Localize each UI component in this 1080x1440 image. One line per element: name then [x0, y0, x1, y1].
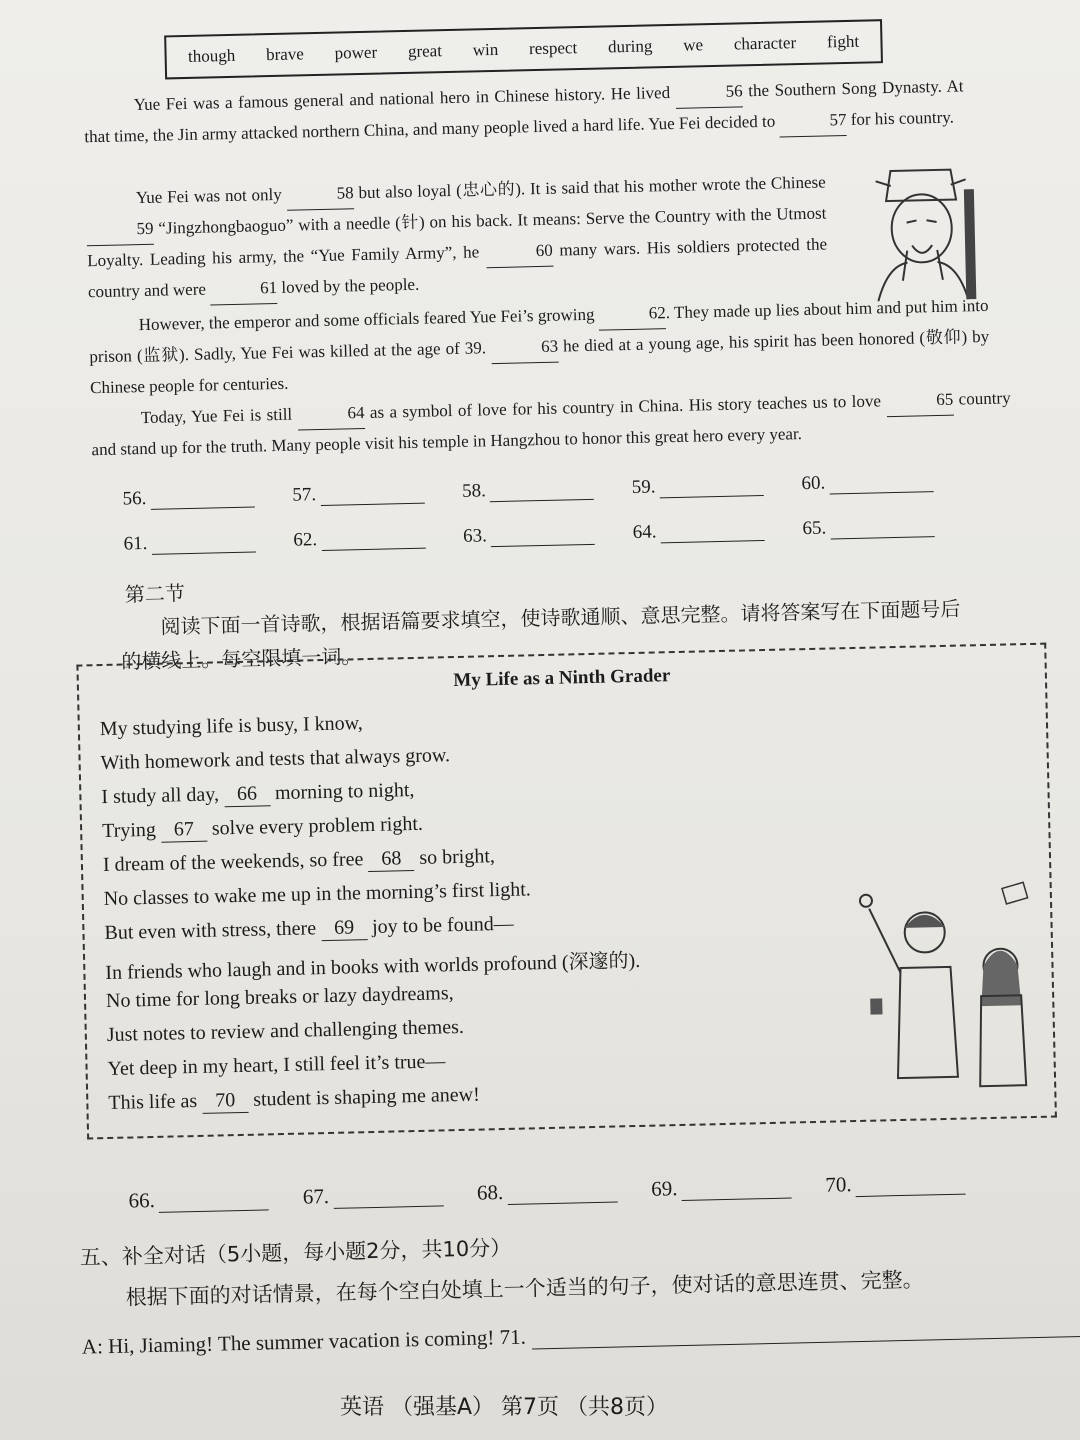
section2-title: 第二节 — [124, 581, 186, 607]
answer-slot[interactable] — [801, 470, 933, 495]
passage-text: but also loyal (忠心的). It is said that his mother wrote the Chinese — [353, 172, 826, 203]
word-bank — [164, 19, 883, 79]
word-bank-item: power — [334, 42, 378, 63]
poem-line: No classes to wake me up in the morning’s first light. — [103, 878, 532, 911]
answer-number: 66. — [128, 1187, 156, 1213]
blank-65[interactable]: 65 — [886, 385, 954, 418]
answer-slot[interactable] — [651, 1174, 792, 1202]
passage-text: Today, Yue Fei is still — [140, 404, 298, 428]
dialogue-line-71 — [82, 1312, 1080, 1360]
answer-slot[interactable] — [123, 531, 255, 556]
answer-row-61-65 — [123, 514, 972, 555]
blank-63[interactable]: 63 — [491, 332, 559, 365]
answer-line[interactable] — [856, 1176, 966, 1197]
answer-slot[interactable] — [128, 1185, 269, 1213]
poem-text: I study all day, — [101, 783, 225, 809]
section5-title: 五、补全对话（5小题，每小题2分，共10分） — [79, 1235, 512, 1270]
answer-line[interactable] — [151, 534, 255, 555]
answer-number: 65. — [802, 517, 827, 540]
passage-text: for his country. — [846, 107, 955, 129]
blank-70[interactable]: 70 — [202, 1089, 249, 1114]
word-bank-item: though — [187, 45, 236, 66]
poem-line — [104, 913, 514, 946]
instruction-line: 阅读下面一首诗歌，根据语篇要求填空，使诗歌通顺、意思完整。请将答案写在下面题号后 — [160, 596, 961, 639]
poem-line: Just notes to review and challenging themes. — [106, 1015, 465, 1047]
answer-line[interactable] — [321, 530, 425, 551]
answer-line[interactable] — [507, 1183, 617, 1204]
answer-line[interactable] — [333, 1187, 443, 1208]
blank-66[interactable]: 66 — [224, 782, 271, 807]
poem-text: joy to be found— — [366, 912, 514, 939]
poem-line: No time for long breaks or lazy daydreams, — [105, 982, 454, 1013]
word-bank-item: we — [682, 35, 704, 55]
word-bank-item: respect — [528, 38, 578, 59]
dialogue-text: A: Hi, Jiaming! The summer vacation is coming! 71. — [81, 1324, 527, 1359]
poem-line: Yet deep in my heart, I still feel it’s true— — [107, 1050, 446, 1081]
passage-text: as a symbol of love for his country in China. His story teaches us to love — [364, 391, 887, 423]
answer-slot[interactable] — [825, 1170, 966, 1198]
answer-line[interactable] — [159, 1191, 269, 1212]
answer-number: 56. — [122, 487, 147, 510]
students-illustration — [853, 875, 1048, 1109]
passage-paragraph-2 — [86, 167, 829, 308]
poem-text: Trying — [101, 818, 162, 843]
answer-number: 67. — [302, 1184, 330, 1209]
blank-61[interactable]: 61 — [210, 273, 278, 306]
poem-text: But even with stress, there — [104, 917, 322, 945]
poem-line: My studying life is busy, I know, — [99, 712, 364, 741]
answer-line[interactable] — [660, 522, 764, 543]
answer-number: 69. — [650, 1176, 678, 1201]
blank-67[interactable]: 67 — [161, 818, 208, 843]
answer-number: 61. — [123, 532, 148, 555]
passage-paragraph-1 — [83, 71, 964, 153]
poem-text: solve every problem right. — [206, 812, 424, 840]
answer-slot[interactable] — [477, 1177, 618, 1205]
answer-slot[interactable] — [633, 519, 765, 544]
answer-slot[interactable] — [462, 478, 594, 503]
blank-62[interactable]: 62 — [598, 298, 666, 331]
word-bank-item: fight — [826, 31, 860, 52]
poem-line: With homework and tests that always grow. — [100, 744, 451, 775]
passage-text: Yue Fei was a famous general and national hero in Chinese history. He lived — [133, 82, 676, 115]
poem-text: This life as — [108, 1089, 203, 1114]
answer-line[interactable] — [659, 477, 763, 498]
answer-row-66-70 — [128, 1170, 966, 1214]
section5-instruction: 根据下面的对话情景，在每个空白处填上一个适当的句子，使对话的意思连贯、完整。 — [125, 1267, 924, 1310]
answer-number: 68. — [476, 1180, 504, 1205]
passage-text: loved by the people. — [276, 274, 420, 297]
word-bank-item: character — [733, 33, 797, 54]
poem-text: I dream of the weekends, so free — [102, 848, 369, 877]
answer-slot[interactable] — [122, 486, 254, 511]
answer-slot[interactable] — [292, 482, 424, 507]
dialogue-answer-line-71[interactable] — [532, 1316, 1080, 1349]
blank-58[interactable]: 58 — [286, 178, 354, 211]
blank-69[interactable]: 69 — [321, 916, 368, 941]
passage-text: However, the emperor and some officials feared Yue Fei’s growing — [138, 304, 600, 335]
answer-number: 58. — [461, 480, 487, 502]
blank-60[interactable]: 60 — [485, 236, 553, 269]
word-bank-item: win — [472, 39, 499, 60]
poem-line — [102, 813, 423, 844]
passage-text: he died at a young age, his spirit has been honored (敬仰) by Chinese people for centuries. — [89, 326, 990, 398]
answer-row-56-60 — [122, 469, 971, 510]
answer-line[interactable] — [829, 473, 933, 494]
poem-line — [101, 779, 414, 810]
answer-line[interactable] — [830, 518, 934, 539]
answer-number: 60. — [801, 472, 826, 495]
answer-slot[interactable] — [303, 1181, 444, 1209]
answer-line[interactable] — [490, 481, 594, 502]
poem-text: student is shaping me anew! — [247, 1083, 481, 1111]
word-bank-item: great — [407, 41, 443, 61]
poem-line — [103, 845, 495, 878]
yue-fei-portrait-illustration — [845, 149, 998, 302]
answer-slot[interactable] — [293, 527, 425, 552]
answer-line[interactable] — [491, 526, 595, 547]
passage-text: many wars. His soldiers protected the country and were — [87, 234, 828, 302]
blank-64[interactable]: 64 — [297, 398, 365, 431]
answer-slot[interactable] — [632, 474, 764, 499]
answer-line[interactable] — [150, 489, 254, 510]
word-bank-item: during — [607, 36, 653, 57]
passage-text: the Southern Song Dynasty. At that time, the Jin army attacked northern China, and many people lived a hard life. Yue Fei decided to — [84, 76, 964, 147]
poem-text: so bright, — [414, 845, 496, 869]
passage-text: “Jingzhongbaoguo” with a needle (针) on his back. It means: Serve the Country with the Utmost Loyalty. Leading his army, the “Yue Family Army”, he — [87, 203, 827, 271]
answer-number: 70. — [825, 1172, 852, 1197]
answer-number: 59. — [631, 476, 656, 498]
answer-line[interactable] — [681, 1180, 791, 1201]
instruction-line: 的横线上。每空限填一词。 — [121, 644, 362, 674]
answer-slot[interactable] — [802, 515, 934, 540]
answer-slot[interactable] — [463, 523, 595, 548]
blank-56[interactable]: 56 — [675, 76, 743, 109]
passage-text: country and stand up for the truth. Many people visit his temple in Hangzhou to honor this great hero every year. — [91, 388, 1011, 460]
passage-text: Yue Fei was not only — [135, 184, 287, 208]
poem-text: morning to night, — [269, 778, 415, 805]
answer-line[interactable] — [320, 485, 424, 506]
poem-line — [108, 1084, 480, 1116]
page-footer: 英语 （强基A） 第7页 （共8页） — [340, 1395, 669, 1420]
blank-68[interactable]: 68 — [368, 847, 415, 872]
poem-box — [76, 643, 1057, 1140]
word-bank-item: brave — [265, 44, 305, 65]
answer-number: 63. — [462, 525, 488, 547]
answer-number: 57. — [292, 484, 317, 506]
passage-text: . They made up lies about him and put him into prison (监狱). Sadly, Yue Fei was killed at the age of 39. — [89, 295, 989, 367]
blank-59[interactable]: 59 — [86, 214, 154, 247]
poem-line: In friends who laugh and in books with worlds profound (深邃的). — [105, 949, 641, 985]
blank-57[interactable]: 57 — [779, 105, 847, 138]
poem-title: My Life as a Ninth Grader — [453, 665, 671, 692]
page-content — [52, 8, 1032, 1359]
answer-number: 62. — [293, 529, 318, 551]
answer-number: 64. — [632, 521, 657, 543]
